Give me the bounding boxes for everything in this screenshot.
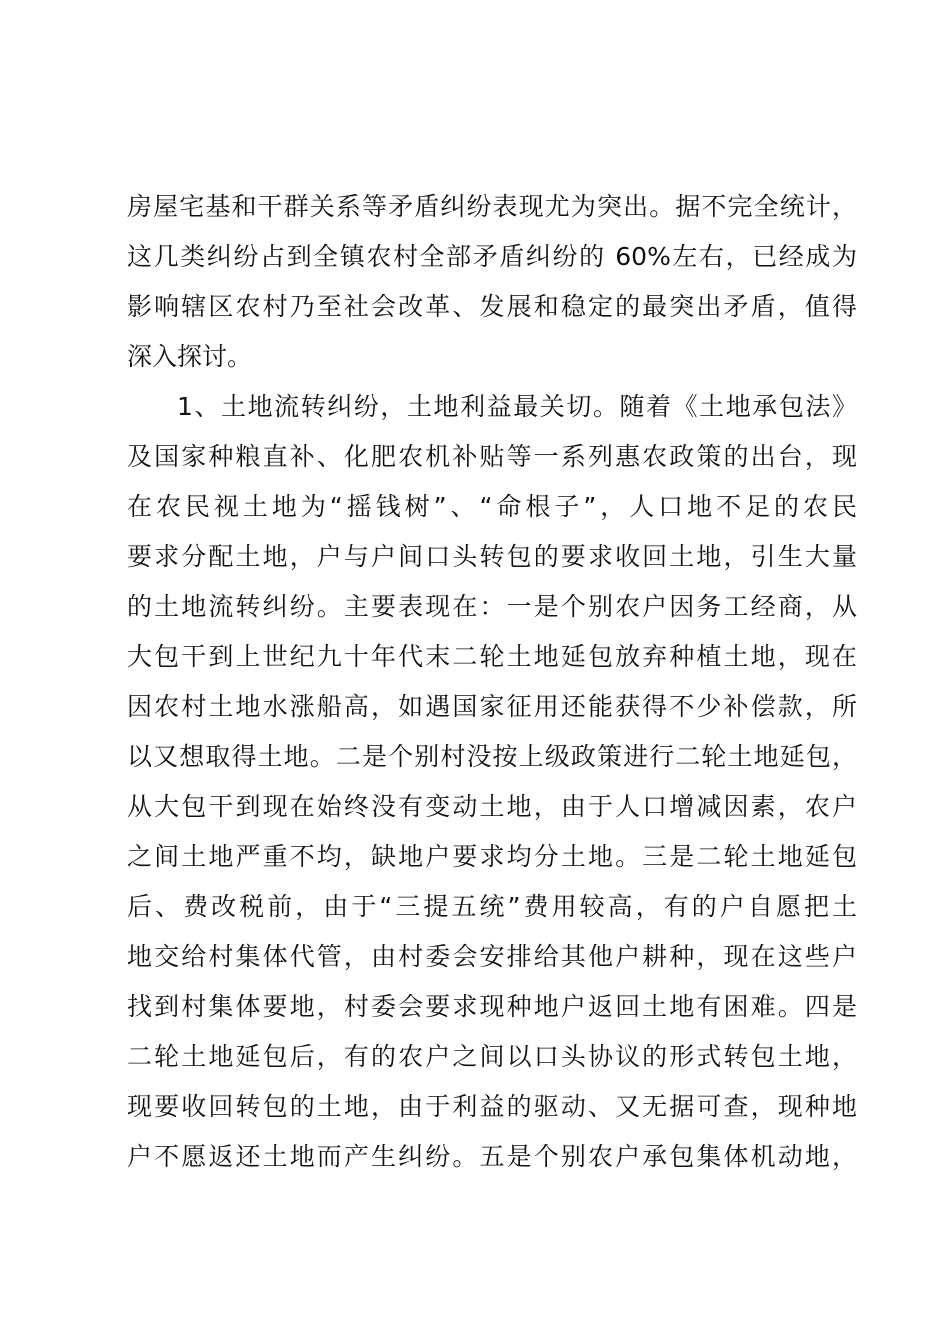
text-line: 1、土地流转纠纷，土地利益最关切。随着《土地承包法》 — [177, 392, 857, 421]
text-line: 二轮土地延包后，有的农户之间以口头协议的形式转包土地， — [127, 1042, 857, 1071]
text-line: 影响辖区农村乃至社会改革、发展和稳定的最突出矛盾，值得 — [127, 292, 857, 321]
text-line: 大包干到上世纪九十年代末二轮土地延包放弃种植土地，现在 — [127, 642, 857, 671]
body-text — [127, 182, 857, 1182]
paragraph-intro — [127, 182, 857, 382]
text-line: 以又想取得土地。二是个别村没按上级政策进行二轮土地延包， — [127, 742, 857, 771]
text-line: 地交给村集体代管，由村委会安排给其他户耕种，现在这些户 — [127, 942, 857, 971]
text-line: 之间土地严重不均，缺地户要求均分土地。三是二轮土地延包 — [127, 842, 857, 871]
text-line: 在农民视土地为“摇钱树”、“命根子”，人口地不足的农民 — [127, 492, 857, 521]
text-line: 的土地流转纠纷。主要表现在：一是个别农户因务工经商，从 — [127, 592, 857, 621]
text-line: 因农村土地水涨船高，如遇国家征用还能获得不少补偿款，所 — [127, 692, 857, 721]
text-line: 及国家种粮直补、化肥农机补贴等一系列惠农政策的出台，现 — [127, 442, 857, 471]
paragraph-land-transfer — [127, 382, 857, 1182]
text-line: 从大包干到现在始终没有变动土地，由于人口增减因素，农户 — [127, 792, 857, 821]
text-line: 要求分配土地，户与户间口头转包的要求收回土地，引生大量 — [127, 542, 857, 571]
text-line: 找到村集体要地，村委会要求现种地户返回土地有困难。四是 — [127, 992, 857, 1021]
text-line: 户不愿返还土地而产生纠纷。五是个别农户承包集体机动地， — [127, 1142, 857, 1171]
text-line: 后、费改税前，由于“三提五统”费用较高，有的户自愿把土 — [127, 892, 857, 921]
text-line: 深入探讨。 — [127, 342, 253, 371]
text-line: 房屋宅基和干群关系等矛盾纠纷表现尤为突出。据不完全统计， — [127, 192, 857, 221]
text-line: 现要收回转包的土地，由于利益的驱动、又无据可查，现种地 — [127, 1092, 857, 1121]
text-line: 这几类纠纷占到全镇农村全部矛盾纠纷的 60%左右，已经成为 — [127, 242, 857, 271]
